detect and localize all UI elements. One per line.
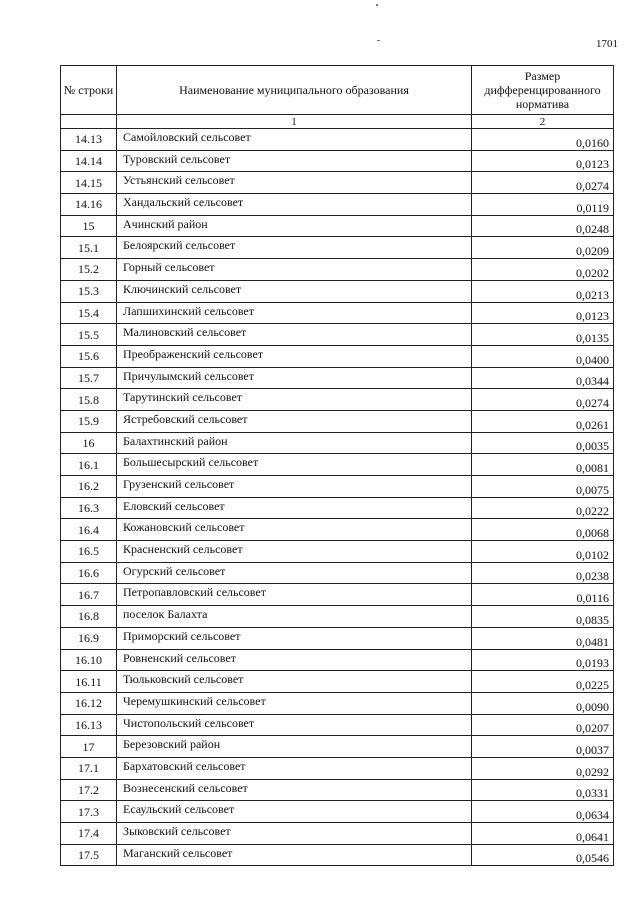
row-number: 16.2 [61,476,117,498]
row-number: 14.16 [61,194,117,216]
table-row [61,649,614,671]
normative-value: 0,0090 [472,692,614,714]
row-number: 16.11 [61,671,117,693]
normative-value: 0,0261 [472,410,614,432]
table-row [61,194,614,216]
row-number: 14.14 [61,150,117,172]
row-number: 15.9 [61,410,117,432]
normative-value: 0,0123 [472,302,614,324]
municipality-name: Тарутинский сельсовет [117,389,472,411]
normative-value: 0,0274 [472,172,614,194]
table-row [61,671,614,693]
table-row [61,410,614,432]
table-row [61,129,614,151]
row-number: 17.5 [61,844,117,866]
row-number: 16.13 [61,714,117,736]
table-row [61,432,614,454]
table-row [61,779,614,801]
normative-value: 0,0207 [472,714,614,736]
row-number: 16.10 [61,649,117,671]
normative-value: 0,0238 [472,562,614,584]
municipality-name: Маганский сельсовет [117,844,472,866]
table-row [61,389,614,411]
municipality-name: Малиновский сельсовет [117,324,472,346]
municipality-name: Еловский сельсовет [117,497,472,519]
municipality-name: Большесырский сельсовет [117,454,472,476]
normative-value: 0,0193 [472,649,614,671]
column-number-2: 2 [472,115,614,129]
row-number: 16.3 [61,497,117,519]
municipality-name: Чистопольский сельсовет [117,714,472,736]
column-number-1: 1 [117,115,472,129]
header-row-number: № строки [61,66,117,115]
row-number: 16.7 [61,584,117,606]
table-row [61,584,614,606]
table-row [61,367,614,389]
municipality-name: Березовский район [117,736,472,758]
municipality-name: Вознесенский сельсовет [117,779,472,801]
normative-value: 0,0222 [472,497,614,519]
table-row [61,497,614,519]
normative-value: 0,0274 [472,389,614,411]
table-row [61,541,614,563]
municipality-name: Грузенский сельсовет [117,476,472,498]
table-row [61,714,614,736]
normative-table [60,65,614,866]
row-number: 15.6 [61,345,117,367]
table-row [61,454,614,476]
table-row [61,606,614,628]
table-row [61,476,614,498]
row-number: 17.4 [61,823,117,845]
municipality-name: Ключинский сельсовет [117,280,472,302]
normative-value: 0,0119 [472,194,614,216]
municipality-name: Туровский сельсовет [117,150,472,172]
table-row [61,302,614,324]
municipality-name: Хандальский сельсовет [117,194,472,216]
table-header-row [61,66,614,115]
header-municipality-name: Наименование муниципального образования [117,66,472,115]
scan-speck [376,4,378,6]
row-number: 16.1 [61,454,117,476]
table-row [61,519,614,541]
municipality-name: Ровненский сельсовет [117,649,472,671]
municipality-name: Черемушкинский сельсовет [117,692,472,714]
table-row [61,844,614,866]
row-number: 16.4 [61,519,117,541]
normative-value: 0,0209 [472,237,614,259]
row-number: 17.2 [61,779,117,801]
table-row [61,562,614,584]
municipality-name: Зыковский сельсовет [117,823,472,845]
normative-value: 0,0225 [472,671,614,693]
row-number: 16.5 [61,541,117,563]
column-number-blank [61,115,117,129]
table-row [61,736,614,758]
normative-value: 0,0213 [472,280,614,302]
table-row [61,823,614,845]
normative-value: 0,0081 [472,454,614,476]
normative-value: 0,0292 [472,757,614,779]
municipality-name: Балахтинский район [117,432,472,454]
table-row [61,172,614,194]
scan-speck [377,40,380,41]
normative-value: 0,0068 [472,519,614,541]
table-row [61,215,614,237]
row-number: 15 [61,215,117,237]
municipality-name: Кожановский сельсовет [117,519,472,541]
row-number: 15.8 [61,389,117,411]
normative-value: 0,0075 [472,476,614,498]
municipality-name: Самойловский сельсовет [117,129,472,151]
normative-value: 0,0116 [472,584,614,606]
table-row [61,801,614,823]
municipality-name: Огурский сельсовет [117,562,472,584]
row-number: 14.13 [61,129,117,151]
municipality-name: Есаульский сельсовет [117,801,472,823]
row-number: 15.4 [61,302,117,324]
normative-value: 0,0634 [472,801,614,823]
normative-value: 0,0135 [472,324,614,346]
row-number: 15.3 [61,280,117,302]
normative-value: 0,0344 [472,367,614,389]
table-row [61,150,614,172]
normative-value: 0,0400 [472,345,614,367]
normative-value: 0,0248 [472,215,614,237]
table-row [61,280,614,302]
municipality-name: Причулымский сельсовет [117,367,472,389]
row-number: 16.6 [61,562,117,584]
row-number: 17 [61,736,117,758]
municipality-name: Белоярский сельсовет [117,237,472,259]
municipality-name: Ястребовский сельсовет [117,410,472,432]
row-number: 16.12 [61,692,117,714]
row-number: 15.5 [61,324,117,346]
municipality-name: Тюльковский сельсовет [117,671,472,693]
normative-value: 0,0102 [472,541,614,563]
normative-value: 0,0037 [472,736,614,758]
table-row [61,627,614,649]
row-number: 16.8 [61,606,117,628]
municipality-name: Лапшихинский сельсовет [117,302,472,324]
header-normative-size: Размер дифференцированного норматива [472,66,614,115]
row-number: 17.1 [61,757,117,779]
table-row [61,345,614,367]
municipality-name: Ачинский район [117,215,472,237]
municipality-name: Красненский сельсовет [117,541,472,563]
normative-value: 0,0035 [472,432,614,454]
row-number: 16.9 [61,627,117,649]
row-number: 17.3 [61,801,117,823]
municipality-name: Бархатовский сельсовет [117,757,472,779]
normative-value: 0,0546 [472,844,614,866]
municipality-name: поселок Балахта [117,606,472,628]
table-row [61,757,614,779]
table-row [61,324,614,346]
row-number: 15.7 [61,367,117,389]
row-number: 16 [61,432,117,454]
normative-value: 0,0160 [472,129,614,151]
municipality-name: Приморский сельсовет [117,627,472,649]
municipality-name: Горный сельсовет [117,259,472,281]
municipality-name: Устьянский сельсовет [117,172,472,194]
normative-value: 0,0835 [472,606,614,628]
table-row [61,259,614,281]
normative-value: 0,0641 [472,823,614,845]
normative-value: 0,0123 [472,150,614,172]
column-number-row [61,115,614,129]
normative-value: 0,0331 [472,779,614,801]
municipality-name: Преображенский сельсовет [117,345,472,367]
table-row [61,237,614,259]
normative-value: 0,0202 [472,259,614,281]
normative-value: 0,0481 [472,627,614,649]
table-row [61,692,614,714]
row-number: 14.15 [61,172,117,194]
row-number: 15.2 [61,259,117,281]
municipality-name: Петропавловский сельсовет [117,584,472,606]
row-number: 15.1 [61,237,117,259]
page-number: 1701 [596,38,618,50]
